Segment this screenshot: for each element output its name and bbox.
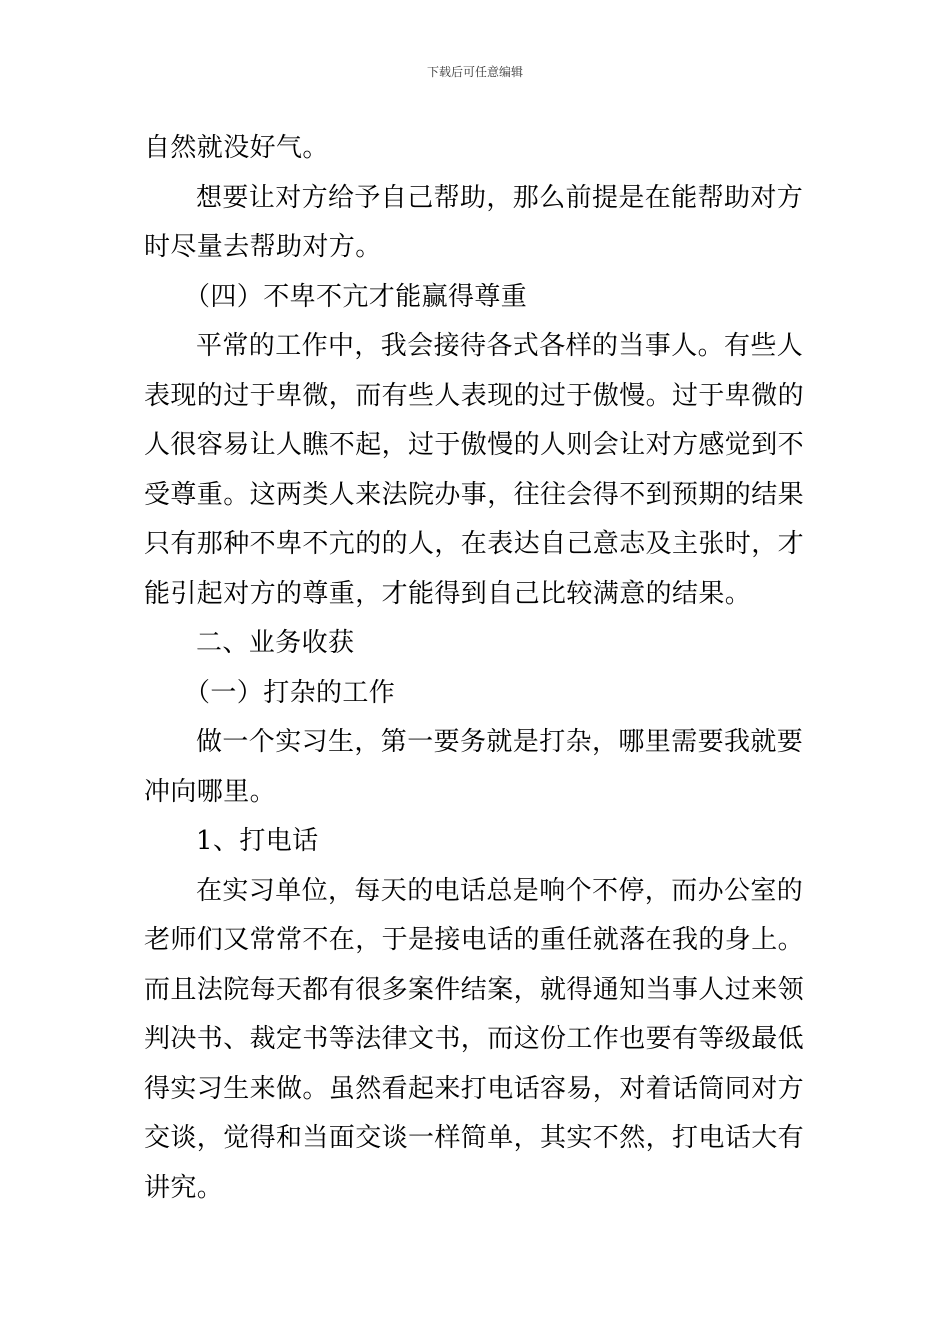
text-line: 交谈，觉得和当面交谈一样简单，其实不然，打电话大有 <box>144 1123 805 1153</box>
paragraph-line: 想要让对方给予自己帮助，那么前提是在能帮助对方 <box>196 182 804 213</box>
text-line: 时尽量去帮助对方。 <box>144 232 382 262</box>
text-line: 只有那种不卑不亢的的人，在表达自己意志及主张时，才 <box>144 529 805 559</box>
page-header: 下载后可任意编辑 <box>426 65 523 79</box>
text-line: 自然就没好气。 <box>144 133 329 163</box>
paragraph-line: 做一个实习生，第一要务就是打杂，哪里需要我就要 <box>196 727 804 757</box>
text-line: 而且法院每天都有很多案件结案，就得通知当事人过来领 <box>144 974 805 1005</box>
section-heading: （四）不卑不亢才能赢得尊重 <box>184 281 528 312</box>
text-line: 冲向哪里。 <box>144 776 277 807</box>
text-line: 老师们又常常不在，于是接电话的重任就落在我的身上。 <box>144 925 805 955</box>
chapter-heading: 二、业务收获 <box>196 628 355 658</box>
section-heading: （一）打杂的工作 <box>184 677 396 708</box>
paragraph-line: 平常的工作中，我会接待各式各样的当事人。有些人 <box>196 331 804 361</box>
text-line: 能引起对方的尊重，才能得到自己比较满意的结果。 <box>144 578 752 609</box>
subsection-heading: 1、打电话 <box>196 826 319 856</box>
text-line: 人很容易让人瞧不起，过于傲慢的人则会让对方感觉到不 <box>144 430 805 460</box>
text-line: 表现的过于卑微，而有些人表现的过于傲慢。过于卑微的 <box>144 380 805 411</box>
document-body <box>144 124 806 1213</box>
text-line: 判决书、裁定书等法律文书，而这份工作也要有等级最低 <box>144 1024 805 1054</box>
text-line: 得实习生来做。虽然看起来打电话容易，对着话筒同对方 <box>144 1073 805 1104</box>
text-line: 受尊重。这两类人来法院办事，往往会得不到预期的结果 <box>144 479 805 510</box>
paragraph-line: 在实习单位，每天的电话总是响个不停，而办公室的 <box>196 875 804 906</box>
text-line: 讲究。 <box>144 1172 224 1203</box>
